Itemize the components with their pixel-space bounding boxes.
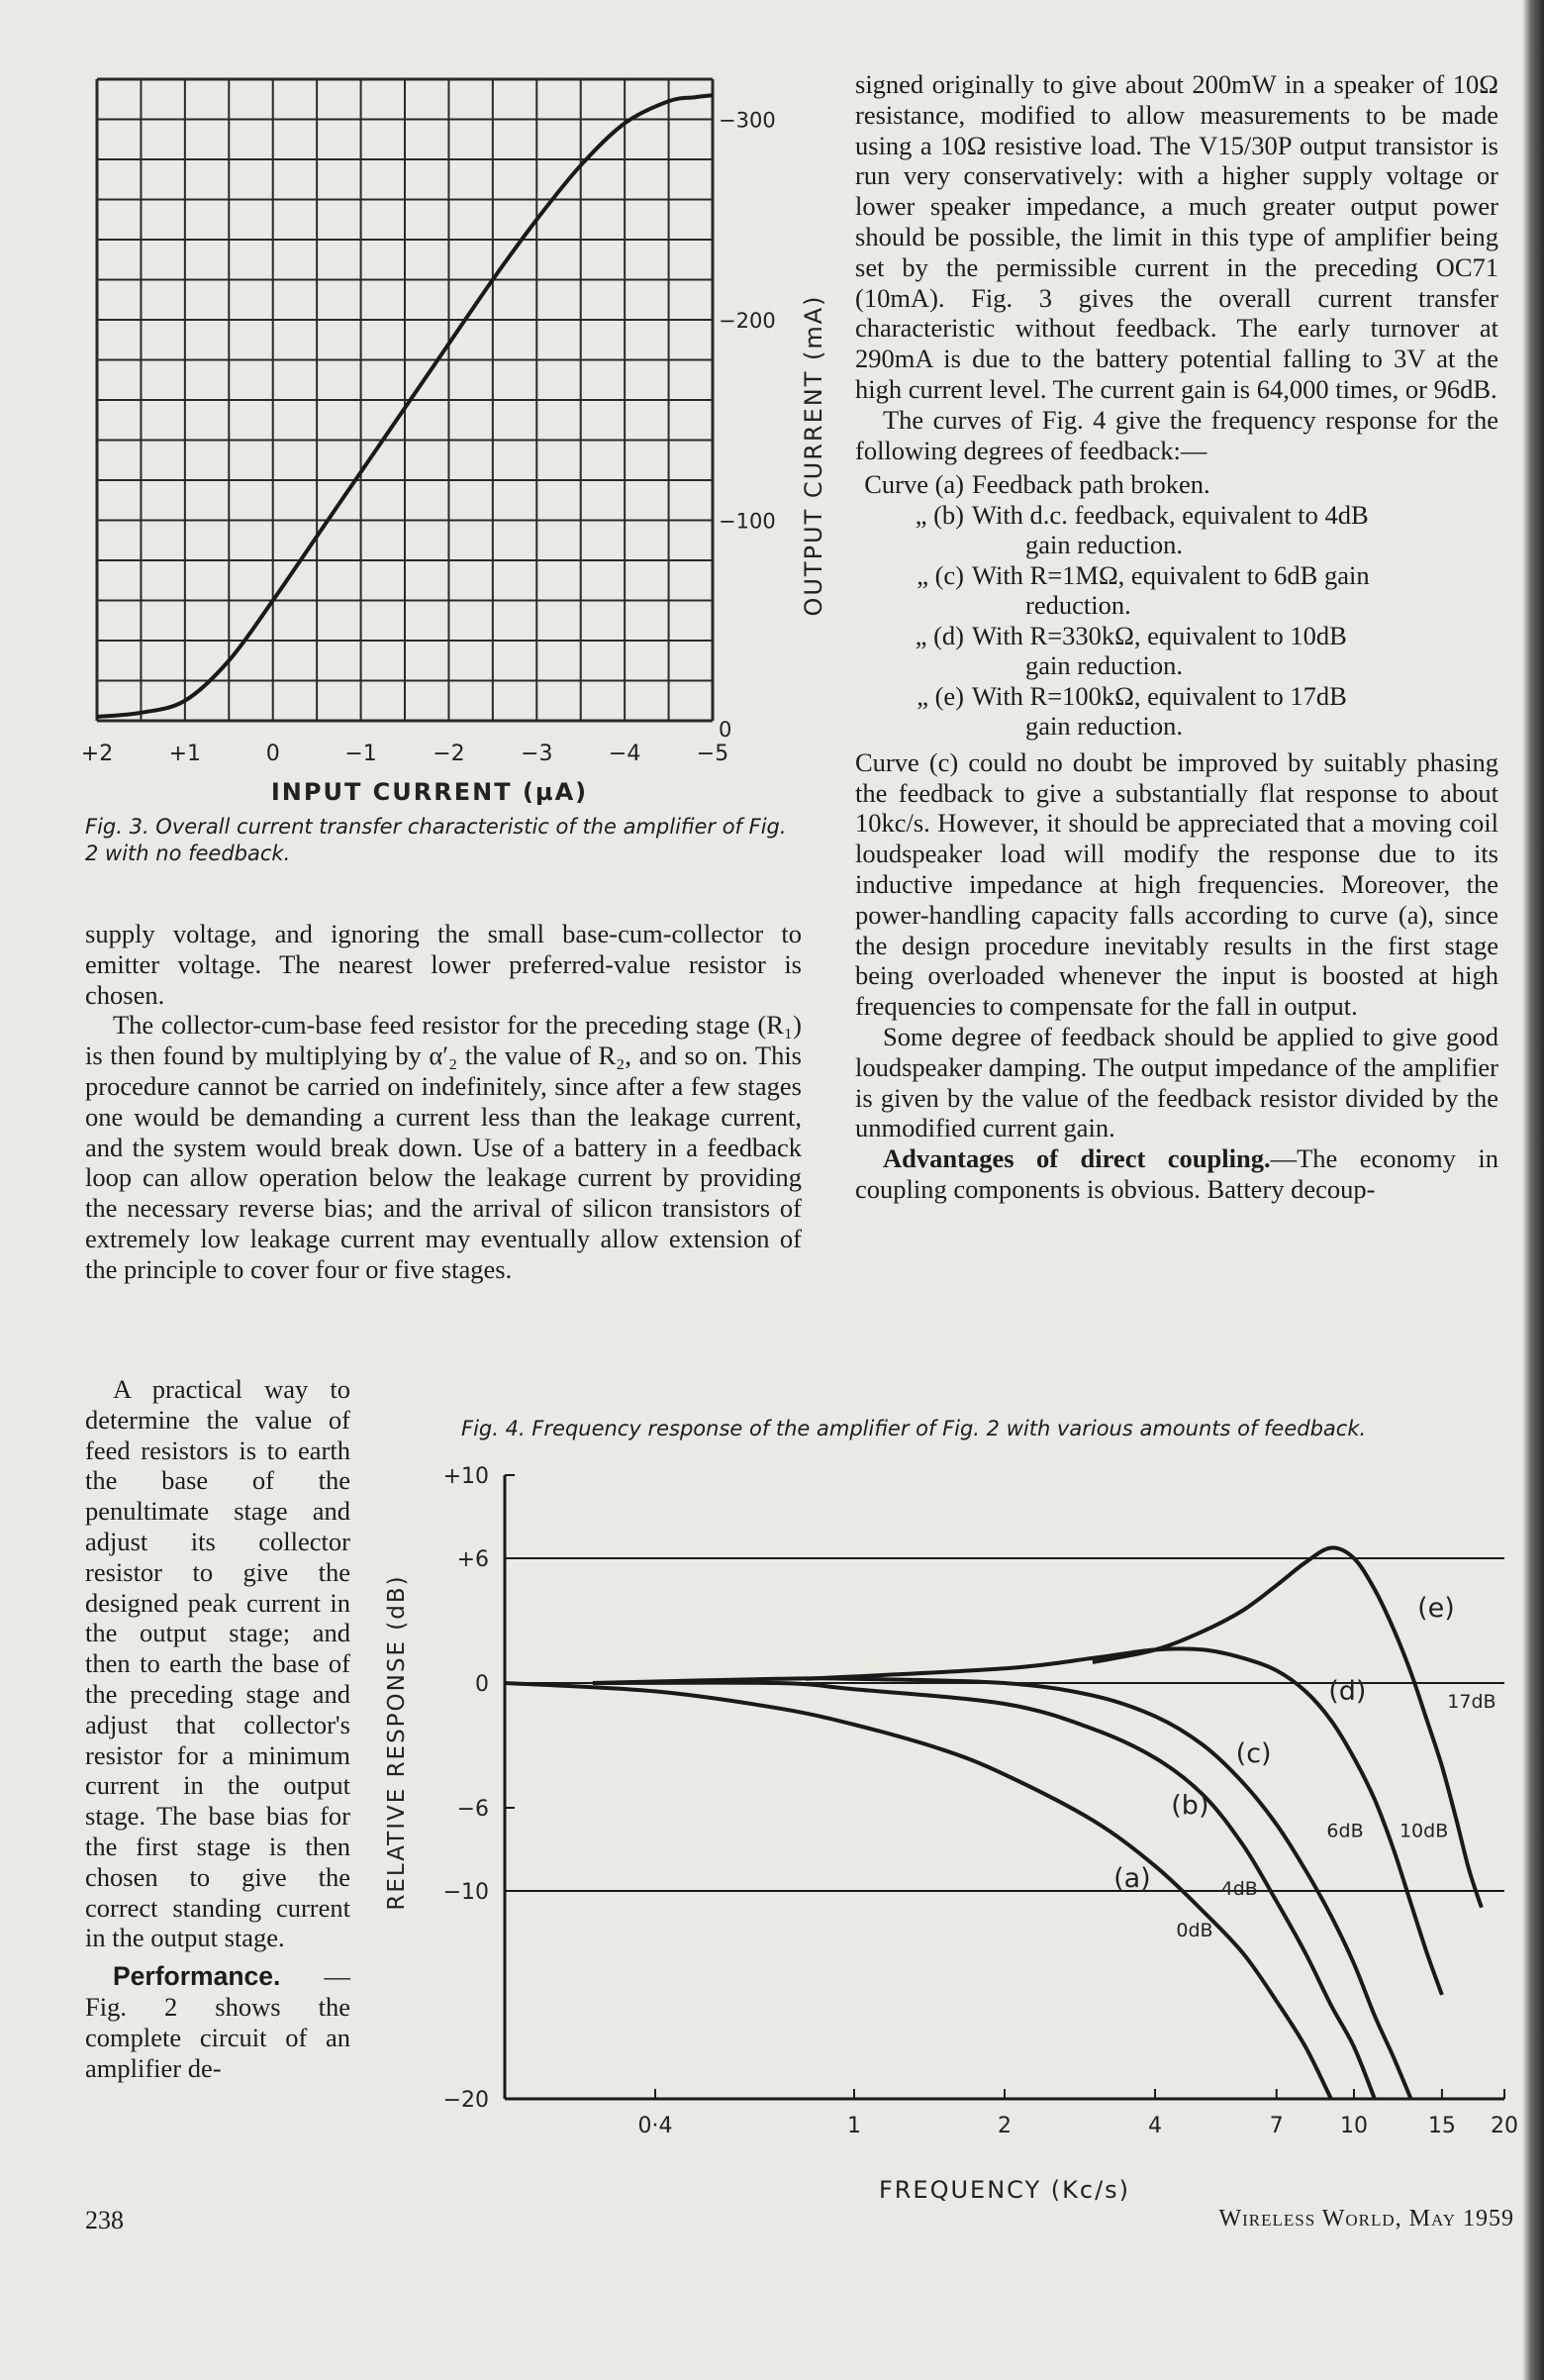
fig4-x-tick: 7 [1269,2114,1284,2138]
fig3-grid [97,79,713,721]
curve-list-description [972,681,1498,742]
fig4-y-tick: +10 [442,1464,489,1489]
fig4-curve-label: (e) [1417,1592,1455,1624]
fig4-y-tick: −6 [456,1797,489,1822]
left-paragraph-2: The collector-cum-base feed resistor for the preceding stage (R₁) is then found by multiplying by α′₂ the value of R₂, and so on. This procedure cannot be carried on indefinitely, since after a few stages one would be demanding a current less than the leakage current, and the system would break down. Use of a battery in a feedback loop can allow operation below the leakage current by providing the necessary reverse bias; and the arrival of silicon transistors of extremely low leakage current may eventually allow extension of the principle to cover four or five stages. [85,1010,802,1284]
fig4-curve-label: (c) [1235,1737,1272,1769]
fig3-x-tick: −1 [344,742,377,766]
fig4-y-axis-label: RELATIVE RESPONSE (dB) [384,1574,410,1911]
fig3-x-tick: 0 [265,742,280,766]
fig4-x-tick: 0·4 [637,2114,673,2138]
curve-list-item [855,560,1498,621]
fig3-y-tick: 0 [719,718,732,742]
curve-list-line: reduction. [1025,590,1131,621]
fig3-caption: Fig. 3. Overall current transfer characteristic of the amplifier of Fig. 2 with no feedback. [85,815,787,865]
curve-list-description [972,560,1498,621]
right-column [855,69,1498,1205]
fig3-x-tick: −5 [696,742,729,766]
curve-list-line: gain reduction. [1025,711,1183,742]
feedback-curve-list [855,469,1498,742]
left-paragraph-3: A practical way to determine the value of feed resistors is to earth the base of the penultimate stage and adjust its collector resistor to give the designed peak current in the output stage; and then to earth the base of the preceding stage and adjust that collector's resistor for a minimum current in the output stage. The base bias for the first stage is then chosen to give the correct standing current in the output stage. [85,1374,350,1953]
fig3-y-axis-label: OUTPUT CURRENT (mA) [800,294,827,617]
fig3-x-tick: +1 [168,742,202,766]
curve-list-label: „ (d) [915,620,964,650]
performance-body: — Fig. 2 shows the complete circuit of an amplifier de- [85,1961,350,2083]
fig3-x-tick: −2 [433,742,465,766]
fig4-gain-label: 10dB [1399,1820,1449,1842]
fig3-x-tick: +2 [80,742,114,766]
fig4-gain-label: 4dB [1220,1878,1258,1901]
fig4-curve-c [593,1675,1411,2099]
curve-list-line: gain reduction. [1025,650,1183,681]
direct-coupling-heading: Advantages of direct coupling. [883,1143,1271,1174]
fig4-y-tick: +6 [456,1547,489,1572]
fig4-gain-label: 6dB [1326,1820,1364,1842]
right-paragraph-3: Curve (c) could no doubt be improved by suitably phasing the feedback to give a substantially flat response to about 10kc/s. However, it should be appreciated that a moving coil loudspeaker load will modify the response due to its inductive impedance at high frequencies. Moreover, the power-handling capacity falls according to curve (a), since the design procedure inevitably results in the first stage being overloaded whenever the input is boosted at high frequencies to compensate for the fall in output. [855,746,1498,1022]
fig4-x-tick: 15 [1427,2114,1456,2138]
fig4-x-tick: 10 [1339,2114,1368,2138]
fig4-y-tick: −20 [442,2088,489,2113]
fig3-y-tick: −300 [719,108,776,133]
fig4-curve-label: (b) [1171,1790,1209,1822]
fig4-curve-label: (a) [1113,1862,1151,1894]
curve-list-description [972,621,1498,681]
fig4-axes [505,1475,1504,2099]
fig4-y-tick: −10 [442,1880,489,1905]
right-paragraph-1: signed originally to give about 200mW in a speaker of 10Ω resistance, modified to allow measurements to be made using a 10Ω resistive load. The V15/30P output transistor is run very conservatively: with a higher supply voltage or lower speaker impedance, a much greater output power should be possible, the limit in this type of amplifier being set by the permissible current in the preceding OC71 (10mA). Fig. 3 gives the overall current transfer characteristic without feedback. The early turnover at 290mA is due to the battery potential falling to 3V at the high current level. The current gain is 64,000 times, or 96dB. [855,69,1498,404]
left-paragraph-1: supply voltage, and ignoring the small base-cum-collector to emitter voltage. The nearest lower preferred-value resistor is chosen. [85,919,802,1010]
curve-list-line: With R=100kΩ, equivalent to 17dB [972,680,1347,711]
fig4-x-tick: 1 [846,2114,861,2138]
right-paragraph-5 [855,1143,1498,1205]
fig3-x-tick: −4 [608,742,641,766]
curve-list-item [855,469,1498,500]
fig4-chart [376,1445,1518,2218]
fig4-gain-label: 17dB [1447,1691,1496,1714]
curve-list-line: With R=330kΩ, equivalent to 10dB [972,620,1347,650]
fig3-x-tick-labels [81,742,728,766]
left-paragraph-4 [85,1961,350,2083]
curve-list-label: „ (b) [915,499,964,530]
fig3-x-tick: −3 [521,742,553,766]
fig4-gain-label: 0dB [1176,1920,1213,1942]
curve-list-label: „ (c) [917,559,964,590]
curve-list-item [855,500,1498,560]
left-column-narrow [85,1374,350,2083]
fig3-y-tick-labels [719,109,776,743]
fig4-x-tick: 20 [1491,2114,1518,2138]
fig4-x-tick-labels [638,2089,1518,2138]
curve-list-item [855,621,1498,681]
fig4-x-tick: 4 [1148,2114,1163,2138]
page-binding-shadow [1522,0,1544,2380]
curve-list-description [972,500,1498,560]
fig4-x-axis-label: FREQUENCY (Kc/s) [878,2176,1131,2204]
direct-coupling-body: —The economy in coupling components is obvious. Battery decoup- [855,1143,1498,1205]
fig3-x-axis-label: INPUT CURRENT (µA) [270,778,589,806]
fig3-y-tick: −100 [719,509,776,534]
fig3-y-tick: −200 [719,309,776,333]
curve-list-line: gain reduction. [1025,530,1183,560]
right-paragraph-4: Some degree of feedback should be applied to give good loudspeaker damping. The output impedance of the amplifier is given by the value of the feedback resistor divided by the unmodified current gain. [855,1022,1498,1143]
curve-list-line: Feedback path broken. [972,469,1210,500]
performance-heading: Performance. [113,1961,281,1992]
left-column-top [85,919,802,1285]
curve-list-line: With d.c. feedback, equivalent to 4dB [972,499,1369,530]
page-number: 238 [85,2206,124,2234]
curve-list-item [855,681,1498,742]
curve-list-label: „ (e) [917,680,964,711]
right-paragraph-2: The curves of Fig. 4 give the frequency response for the following degrees of feedback:— [855,404,1498,465]
curve-list-description [972,469,1498,500]
journal-footer: Wireless World, May 1959 [1218,2206,1514,2231]
curve-list-label: Curve (a) [864,469,964,500]
fig4-curve-label: (d) [1328,1675,1367,1707]
curve-list-line: With R=1MΩ, equivalent to 6dB gain [972,559,1370,590]
fig4-x-tick: 2 [998,2114,1012,2138]
fig4-y-tick: 0 [475,1672,489,1697]
fig3-chart [59,59,827,822]
fig4-caption: Fig. 4. Frequency response of the amplifier of Fig. 2 with various amounts of feedback. [461,1417,1367,1440]
